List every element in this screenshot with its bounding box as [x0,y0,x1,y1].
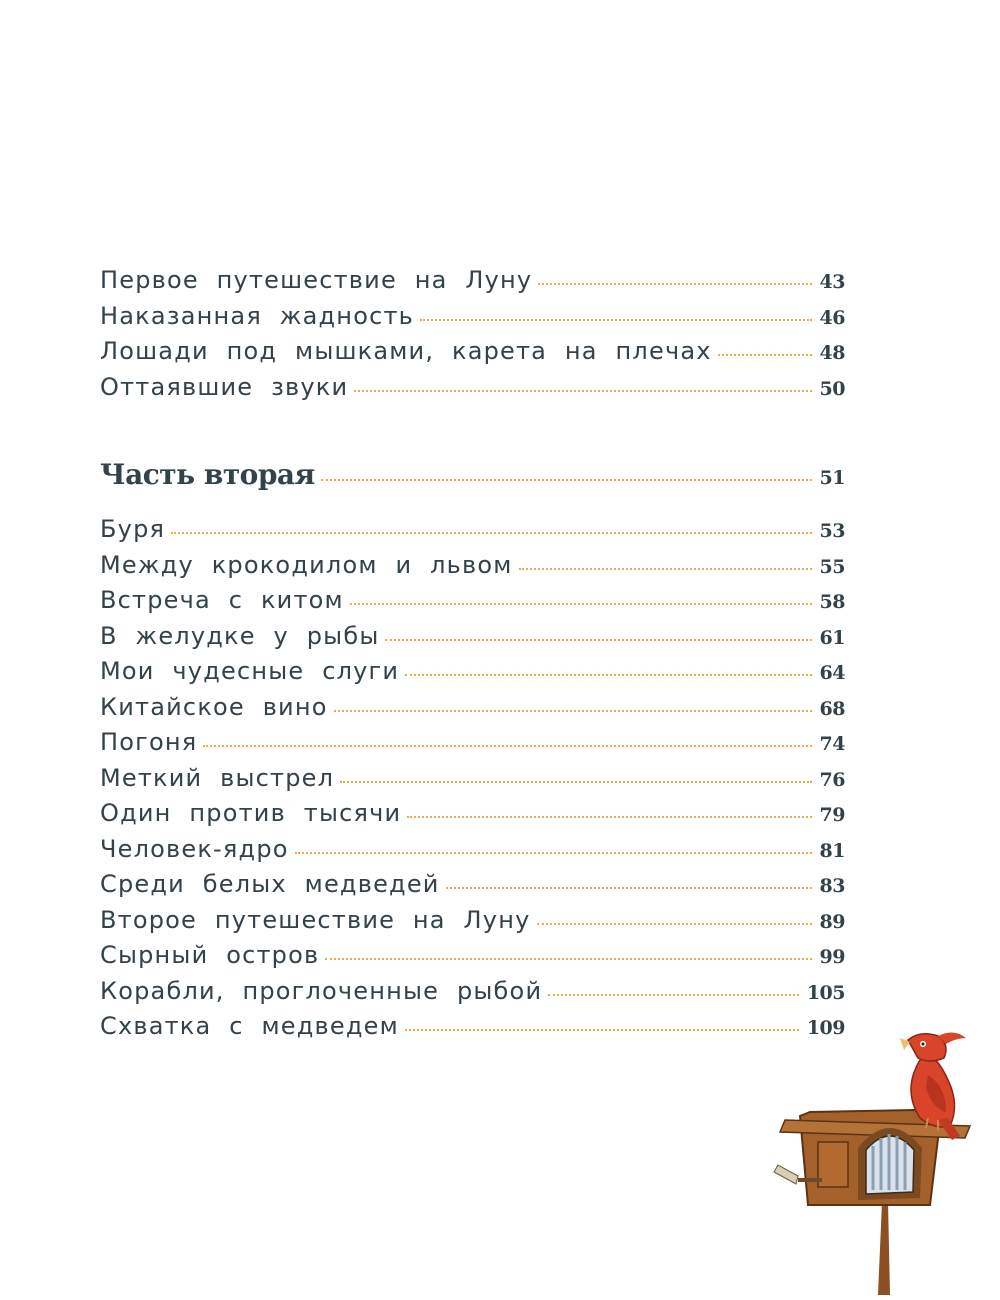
toc-entry[interactable] [100,835,845,871]
leader-dots [203,745,811,747]
toc-entry-title: Между крокодилом и львом [100,550,513,579]
toc-entry[interactable] [100,551,845,587]
toc-entry-title: Второе путешествие на Луну [100,905,531,934]
toc-entry-title: В желудке у рыбы [100,621,380,650]
section-page: 51 [819,467,845,489]
toc-entry-title: Первое путешествие на Луну [100,266,533,294]
toc-entry[interactable] [100,302,845,338]
toc-entry-page: 50 [819,377,845,400]
toc-entry[interactable] [100,266,845,302]
toc-entry-title: Меткий выстрел [100,763,335,792]
leader-dots [321,479,812,481]
toc-entry-page: 61 [819,626,845,649]
toc-entry-page: 76 [819,768,845,791]
toc-entry-page: 109 [806,1017,845,1039]
toc-entry[interactable] [100,693,845,729]
toc-entry-page: 48 [819,342,845,364]
leader-dots [325,958,811,960]
toc-entry-page: 64 [819,662,845,684]
leader-dots [334,710,812,712]
toc-entry-title: Среди белых медведей [100,870,440,898]
toc-entry-page: 53 [819,520,845,542]
toc-entry-title: Человек-ядро [100,834,289,863]
leader-dots [548,994,799,996]
leader-dots [405,674,811,676]
toc-entry[interactable] [100,728,845,764]
toc-entry-page: 99 [819,946,845,968]
toc-entry[interactable] [100,870,845,906]
leader-dots [537,923,812,925]
toc-entry[interactable] [100,622,845,658]
leader-dots [407,816,811,818]
toc-entry-page: 74 [819,733,845,755]
leader-dots [446,887,812,889]
toc-entry-page: 43 [819,271,845,293]
toc-entry[interactable] [100,799,845,835]
leader-dots [354,390,811,392]
parrot-on-barrel-organ-icon [770,1030,980,1299]
toc-entry[interactable] [100,586,845,622]
toc-entry-title: Лошади под мышками, карета на плечах [100,337,712,365]
toc-entry[interactable] [100,906,845,942]
toc-entry[interactable] [100,941,845,977]
toc-entry[interactable] [100,977,845,1013]
toc-entry[interactable] [100,764,845,800]
toc-entry-title: Погоня [100,728,198,756]
toc-entry-page: 81 [819,839,845,862]
toc-entry-page: 68 [819,697,845,720]
toc-entry-page: 105 [806,981,845,1004]
leader-dots [420,319,812,321]
toc-part-one [100,266,845,408]
toc-entry-page: 55 [819,555,845,578]
toc-entry-title: Встреча с китом [100,586,344,614]
toc-entry-page: 46 [819,306,845,329]
toc-part-two [100,515,845,1048]
leader-dots [519,568,812,570]
leader-dots [385,639,811,641]
toc-entry-title: Один против тысячи [100,799,402,827]
toc-entry-page: 58 [819,591,845,613]
toc-entry-title: Китайское вино [100,692,328,721]
toc-entry[interactable] [100,1012,845,1048]
toc-entry[interactable] [100,373,845,409]
toc-entry-title: Оттаявшие звуки [100,372,349,401]
toc-entry-title: Схватка с медведем [100,1012,399,1040]
leader-dots [340,781,811,783]
toc-entry-title: Корабли, проглоченные рыбой [100,976,543,1005]
leader-dots [538,283,811,285]
toc-entry-title: Буря [100,515,166,543]
leader-dots [718,354,812,356]
toc-entry-page: 89 [819,910,845,933]
toc-entry[interactable] [100,337,845,373]
leader-dots [171,532,811,534]
leader-dots [405,1029,799,1031]
leader-dots [350,603,812,605]
toc-entry[interactable] [100,515,845,551]
section-heading-part-two[interactable] [100,458,845,491]
toc-entry-title: Наказанная жадность [100,301,414,330]
toc-entry-page: 79 [819,804,845,826]
section-title: Часть вторая [100,458,315,491]
toc-entry-title: Сырный остров [100,941,320,969]
leader-dots [295,852,812,854]
toc-entry-title: Мои чудесные слуги [100,657,400,685]
toc-entry[interactable] [100,657,845,693]
toc-entry-page: 83 [819,875,845,897]
